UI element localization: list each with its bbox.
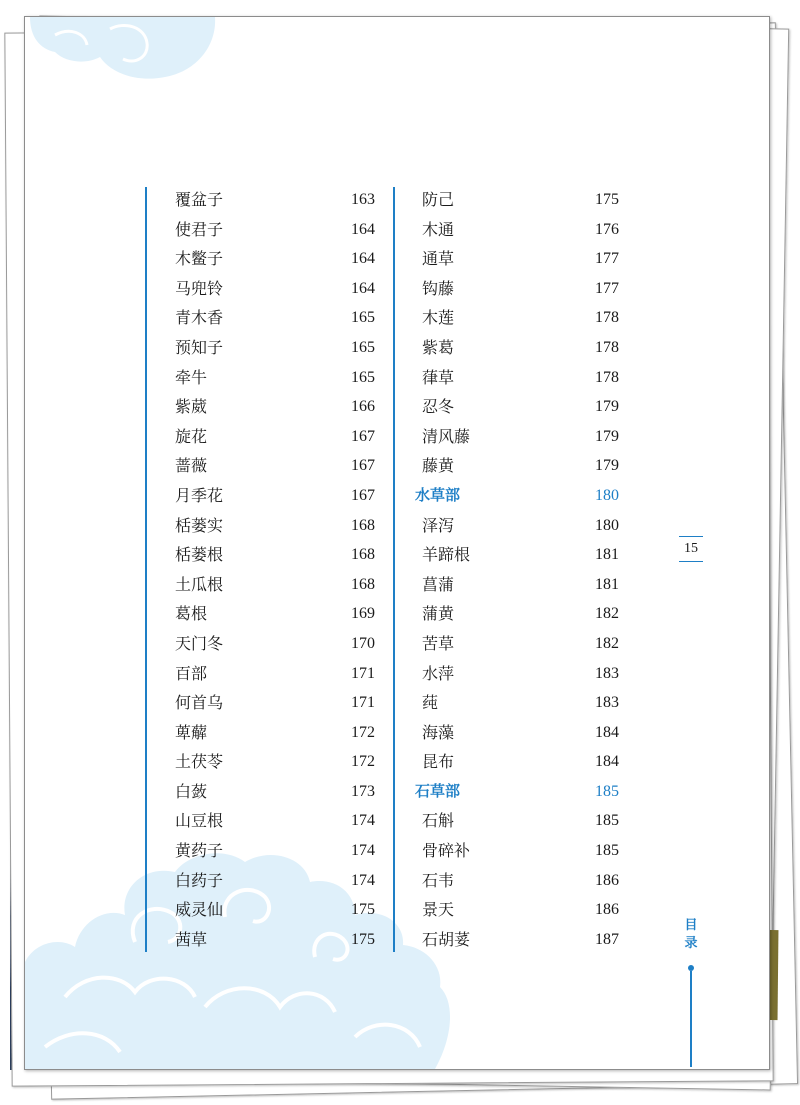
entry-page-number: 164 bbox=[351, 279, 375, 297]
entry-name: 山豆根 bbox=[175, 811, 224, 831]
left-column-rule bbox=[145, 187, 147, 952]
entry-name: 景天 bbox=[422, 900, 455, 920]
toc-entry[interactable] bbox=[175, 422, 375, 452]
entry-page-number: 180 bbox=[595, 516, 619, 534]
toc-page bbox=[24, 16, 770, 1070]
entry-page-number: 187 bbox=[595, 930, 619, 948]
entry-page-number: 170 bbox=[351, 634, 375, 652]
entry-page-number: 174 bbox=[351, 842, 375, 860]
entry-name: 何首乌 bbox=[175, 693, 224, 713]
entry-page-number: 179 bbox=[595, 457, 619, 475]
entry-name: 旋花 bbox=[175, 426, 208, 446]
entry-page-number: 168 bbox=[351, 516, 375, 534]
entry-name: 百部 bbox=[175, 663, 208, 683]
entry-page-number: 186 bbox=[595, 871, 619, 889]
entry-name: 茜草 bbox=[175, 929, 208, 949]
toc-entry[interactable] bbox=[175, 274, 375, 304]
toc-entry[interactable] bbox=[415, 274, 619, 304]
toc-entry[interactable] bbox=[175, 629, 375, 659]
entry-page-number: 172 bbox=[351, 723, 375, 741]
entry-name: 钩藤 bbox=[422, 278, 455, 298]
cloud-decoration-top bbox=[25, 17, 225, 92]
entry-name: 蔷薇 bbox=[175, 456, 208, 476]
entry-name: 清风藤 bbox=[422, 426, 471, 446]
entry-page-number: 171 bbox=[351, 694, 375, 712]
toc-entry[interactable] bbox=[175, 747, 375, 777]
entry-name: 黄药子 bbox=[175, 841, 224, 861]
entry-page-number: 178 bbox=[595, 338, 619, 356]
page-number: 15 bbox=[679, 536, 703, 562]
entry-page-number: 169 bbox=[351, 605, 375, 623]
entry-name: 预知子 bbox=[175, 337, 224, 357]
entry-name: 天门冬 bbox=[175, 633, 224, 653]
entry-name: 石胡荽 bbox=[422, 929, 471, 949]
toc-section-heading[interactable] bbox=[415, 777, 619, 807]
entry-page-number: 175 bbox=[351, 901, 375, 919]
entry-name: 防己 bbox=[422, 190, 455, 209]
toc-entry[interactable] bbox=[415, 392, 619, 422]
toc-entry[interactable] bbox=[175, 895, 375, 925]
entry-name: 萆薢 bbox=[175, 722, 208, 742]
toc-entry[interactable] bbox=[415, 422, 619, 452]
entry-name: 栝蒌实 bbox=[175, 515, 224, 535]
toc-entry[interactable] bbox=[415, 215, 619, 245]
entry-page-number: 183 bbox=[595, 664, 619, 682]
entry-name: 木莲 bbox=[422, 308, 455, 328]
toc-entry[interactable] bbox=[415, 836, 619, 866]
entry-page-number: 165 bbox=[351, 368, 375, 386]
toc-entry[interactable] bbox=[175, 570, 375, 600]
entry-page-number: 179 bbox=[595, 398, 619, 416]
toc-entry[interactable] bbox=[415, 747, 619, 777]
toc-entry[interactable] bbox=[175, 215, 375, 245]
entry-page-number: 168 bbox=[351, 546, 375, 564]
entry-page-number: 175 bbox=[595, 191, 619, 208]
entry-page-number: 176 bbox=[595, 220, 619, 238]
side-marker-line bbox=[690, 971, 692, 1067]
toc-entry[interactable] bbox=[175, 303, 375, 333]
toc-entry[interactable] bbox=[175, 451, 375, 481]
entry-page-number: 182 bbox=[595, 605, 619, 623]
entry-name: 海藻 bbox=[422, 722, 455, 742]
toc-entry[interactable] bbox=[175, 481, 375, 511]
toc-section-heading[interactable] bbox=[415, 481, 619, 511]
section-name: 水草部 bbox=[415, 485, 461, 504]
toc-entry[interactable] bbox=[175, 333, 375, 363]
section-page-number: 180 bbox=[595, 486, 619, 504]
middle-column-rule bbox=[393, 187, 395, 952]
toc-entry[interactable] bbox=[415, 599, 619, 629]
entry-page-number: 174 bbox=[351, 812, 375, 830]
entry-name: 葛根 bbox=[175, 604, 208, 624]
entry-page-number: 185 bbox=[595, 842, 619, 860]
entry-page-number: 164 bbox=[351, 250, 375, 268]
toc-entry[interactable] bbox=[175, 244, 375, 274]
toc-entry[interactable] bbox=[415, 540, 619, 570]
entry-page-number: 182 bbox=[595, 634, 619, 652]
toc-entry[interactable] bbox=[175, 511, 375, 541]
entry-page-number: 163 bbox=[351, 191, 375, 208]
entry-name: 使君子 bbox=[175, 219, 224, 239]
toc-entry[interactable] bbox=[175, 718, 375, 748]
entry-name: 土茯苓 bbox=[175, 752, 224, 772]
entry-page-number: 179 bbox=[595, 427, 619, 445]
toc-entry[interactable] bbox=[175, 599, 375, 629]
toc-entry[interactable] bbox=[175, 806, 375, 836]
side-title-char: 录 bbox=[684, 936, 698, 951]
entry-name: 泽泻 bbox=[422, 515, 455, 535]
entry-name: 通草 bbox=[422, 249, 455, 269]
toc-left-column bbox=[175, 185, 375, 954]
entry-page-number: 185 bbox=[595, 812, 619, 830]
toc-entry[interactable] bbox=[415, 806, 619, 836]
entry-page-number: 178 bbox=[595, 309, 619, 327]
toc-entry[interactable] bbox=[175, 659, 375, 689]
toc-entry[interactable] bbox=[175, 392, 375, 422]
entry-name: 紫葛 bbox=[422, 337, 455, 357]
entry-name: 青木香 bbox=[175, 308, 224, 328]
entry-name: 昆布 bbox=[422, 752, 455, 772]
toc-right-column bbox=[415, 185, 619, 954]
side-title-char: 目 bbox=[684, 918, 698, 933]
entry-name: 土瓜根 bbox=[175, 574, 224, 594]
toc-entry[interactable] bbox=[175, 866, 375, 896]
entry-name: 木通 bbox=[422, 219, 455, 239]
entry-name: 覆盆子 bbox=[175, 190, 224, 209]
entry-page-number: 177 bbox=[595, 250, 619, 268]
toc-entry[interactable] bbox=[415, 363, 619, 393]
entry-name: 蒲黄 bbox=[422, 604, 455, 624]
entry-name: 白药子 bbox=[175, 870, 224, 890]
entry-name: 藤黄 bbox=[422, 456, 455, 476]
toc-entry[interactable] bbox=[415, 718, 619, 748]
section-page-number: 185 bbox=[595, 782, 619, 800]
toc-entry[interactable] bbox=[415, 659, 619, 689]
entry-page-number: 167 bbox=[351, 457, 375, 475]
entry-name: 栝蒌根 bbox=[175, 545, 224, 565]
entry-name: 紫葳 bbox=[175, 397, 208, 417]
entry-page-number: 167 bbox=[351, 486, 375, 504]
toc-entry[interactable] bbox=[415, 925, 619, 955]
entry-name: 月季花 bbox=[175, 485, 224, 505]
entry-page-number: 168 bbox=[351, 575, 375, 593]
toc-entry[interactable] bbox=[175, 540, 375, 570]
entry-page-number: 177 bbox=[595, 279, 619, 297]
section-name: 石草部 bbox=[415, 781, 461, 800]
entry-name: 白蔹 bbox=[175, 781, 208, 801]
entry-page-number: 166 bbox=[351, 398, 375, 416]
entry-page-number: 174 bbox=[351, 871, 375, 889]
entry-page-number: 173 bbox=[351, 782, 375, 800]
toc-entry[interactable] bbox=[415, 244, 619, 274]
entry-name: 石韦 bbox=[422, 870, 455, 890]
entry-page-number: 165 bbox=[351, 338, 375, 356]
toc-entry[interactable] bbox=[415, 451, 619, 481]
entry-name: 莼 bbox=[422, 693, 439, 713]
toc-entry[interactable] bbox=[175, 925, 375, 955]
entry-page-number: 181 bbox=[595, 575, 619, 593]
entry-name: 苦草 bbox=[422, 633, 455, 653]
entry-page-number: 181 bbox=[595, 546, 619, 564]
toc-entry[interactable] bbox=[415, 333, 619, 363]
entry-page-number: 184 bbox=[595, 723, 619, 741]
entry-page-number: 178 bbox=[595, 368, 619, 386]
toc-entry[interactable] bbox=[415, 185, 619, 215]
entry-page-number: 186 bbox=[595, 901, 619, 919]
entry-page-number: 167 bbox=[351, 427, 375, 445]
toc-entry[interactable] bbox=[175, 185, 375, 215]
entry-name: 马兜铃 bbox=[175, 278, 224, 298]
entry-name: 水萍 bbox=[422, 663, 455, 683]
side-title-toc bbox=[684, 917, 698, 953]
toc-entry[interactable] bbox=[175, 836, 375, 866]
entry-name: 石斛 bbox=[422, 811, 455, 831]
entry-name: 菖蒲 bbox=[422, 574, 455, 594]
toc-entry[interactable] bbox=[415, 688, 619, 718]
entry-page-number: 183 bbox=[595, 694, 619, 712]
toc-entry[interactable] bbox=[415, 570, 619, 600]
toc-entry[interactable] bbox=[415, 866, 619, 896]
toc-entry[interactable] bbox=[415, 303, 619, 333]
entry-name: 牵牛 bbox=[175, 367, 208, 387]
entry-page-number: 172 bbox=[351, 753, 375, 771]
toc-entry[interactable] bbox=[415, 511, 619, 541]
entry-page-number: 175 bbox=[351, 930, 375, 948]
toc-entry[interactable] bbox=[175, 688, 375, 718]
entry-name: 骨碎补 bbox=[422, 841, 471, 861]
toc-entry[interactable] bbox=[415, 629, 619, 659]
entry-name: 威灵仙 bbox=[175, 900, 224, 920]
entry-name: 忍冬 bbox=[422, 397, 455, 417]
entry-page-number: 164 bbox=[351, 220, 375, 238]
entry-page-number: 171 bbox=[351, 664, 375, 682]
entry-page-number: 184 bbox=[595, 753, 619, 771]
toc-entry[interactable] bbox=[175, 363, 375, 393]
entry-name: 木鳖子 bbox=[175, 249, 224, 269]
entry-name: 葎草 bbox=[422, 367, 455, 387]
toc-entry[interactable] bbox=[415, 895, 619, 925]
entry-page-number: 165 bbox=[351, 309, 375, 327]
toc-entry[interactable] bbox=[175, 777, 375, 807]
entry-name: 羊蹄根 bbox=[422, 545, 471, 565]
